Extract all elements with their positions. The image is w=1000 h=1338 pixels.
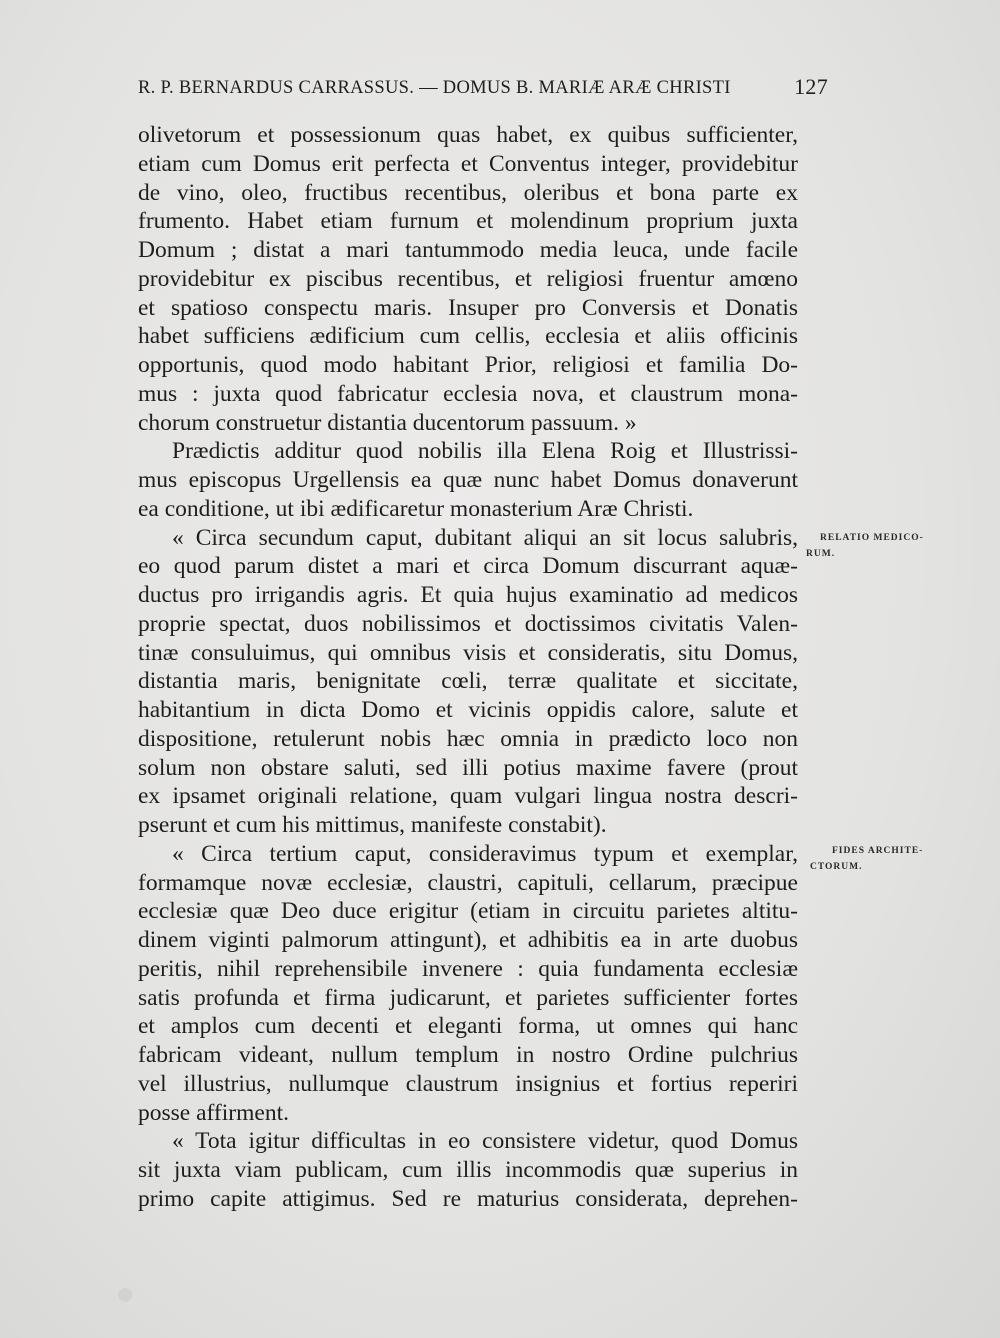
body-text [138,121,798,1214]
text-line: primo capite attigimus. Sed re maturius considerata, deprehen- [138,1185,798,1212]
text-line: ea conditione, ut ibi ædificaretur monasterium Aræ Christi. [138,495,694,522]
text-line: ductus pro irrigandis agris. Et quia hujus examinatio ad medicos [138,582,798,608]
text-line: formamque novæ ecclesiæ, claustri, capituli, cellarum, præcipue [138,869,798,896]
margin-note-line: RELATIO MEDICO- [820,533,924,543]
margin-note-line: FIDES ARCHITE- [832,846,924,856]
text-line: sit juxta viam publicam, cum illis incommodis quæ superius in [138,1157,798,1183]
text-line: dinem viginti palmorum attingunt), et adhibitis ea in arte duobus [138,927,798,953]
text-line: Domum ; distat a mari tantummodo media leuca, unde facile [138,237,798,263]
text-line: distantia maris, benignitate cœli, terræ qualitate et siccitate, [138,668,798,695]
text-line: « Tota igitur difficultas in eo consistere videtur, quod Domus [172,1128,798,1155]
text-line: frumento. Habet etiam furnum et molendinum proprium juxta [138,208,798,235]
text-line: chorum construetur distantia ducentorum passuum. » [138,409,637,436]
text-line: « Circa secundum caput, dubitant aliqui an sit locus salubris, [172,524,798,551]
paper-stain [118,1288,132,1302]
text-line: et amplos cum decenti et eleganti forma, ut omnes qui hanc [138,1013,798,1040]
text-line: proprie spectat, duos nobilissimos et doctissimos civitatis Valen- [138,610,798,637]
text-line: olivetorum et possessionum quas habet, ex quibus sufficienter, [138,122,798,148]
margin-note-relatio [806,530,924,562]
running-title: R. P. BERNARDUS CARRASSUS. — DOMUS B. MARIÆ ARÆ CHRISTI [138,78,731,98]
text-line: fabricam videant, nullum templum in nostro Ordine pulchrius [138,1042,798,1068]
text-line: ex ipsamet originali relatione, quam vulgari lingua nostra descri- [138,783,798,810]
margin-note-line: CTORUM. [810,862,863,872]
text-line: providebitur ex piscibus recentibus, et religiosi fruentur amœno [138,265,798,292]
text-line: peritis, nihil reprehensibile invenere : quia fundamenta ecclesiæ [138,955,798,982]
text-line: mus : juxta quod fabricatur ecclesia nova, et claustrum mona- [138,380,798,407]
text-line: vel illustrius, nullumque claustrum insignius et fortius reperiri [138,1070,798,1097]
text-line: tinæ consuluimus, qui omnibus visis et consideratis, situ Domus, [138,639,798,666]
text-line: ecclesiæ quæ Deo duce erigitur (etiam in circuitu parietes altitu- [138,898,798,925]
text-line: mus episcopus Urgellensis ea quæ nunc habet Domus donaverunt [138,467,798,493]
text-line: eo quod parum distet a mari et circa Domum discurrant aquæ- [138,553,798,580]
text-line: posse affirment. [138,1099,289,1126]
text-line: Prædictis additur quod nobilis illa Elena Roig et Illustrissi- [172,438,798,465]
text-line: etiam cum Domus erit perfecta et Conventus integer, providebitur [138,150,798,177]
text-line: opportunis, quod modo habitant Prior, religiosi et familia Do- [138,352,798,378]
text-line: habitantium in dicta Domo et vicinis oppidis calore, salute et [138,697,798,723]
text-line: dispositione, retulerunt nobis hæc omnia in prædicto loco non [138,725,798,752]
text-line: solum non obstare saluti, sed illi potius maxime favere (prout [138,754,798,781]
text-line: habet sufficiens ædificium cum cellis, ecclesia et aliis officinis [138,323,798,350]
text-line: et spatioso conspectu maris. Insuper pro Conversis et Donatis [138,294,798,321]
margin-note-line: RUM. [806,549,836,559]
text-line: pserunt et cum his mittimus, manifeste constabit). [138,812,607,838]
margin-note-fides [810,843,924,875]
text-line: « Circa tertium caput, consideravimus typum et exemplar, [172,840,798,867]
running-header [138,74,828,104]
text-line: satis profunda et firma judicarunt, et parietes sufficienter fortes [138,984,798,1011]
text-line: de vino, oleo, fructibus recentibus, oleribus et bona parte ex [138,179,798,206]
page-number: 127 [794,74,828,99]
